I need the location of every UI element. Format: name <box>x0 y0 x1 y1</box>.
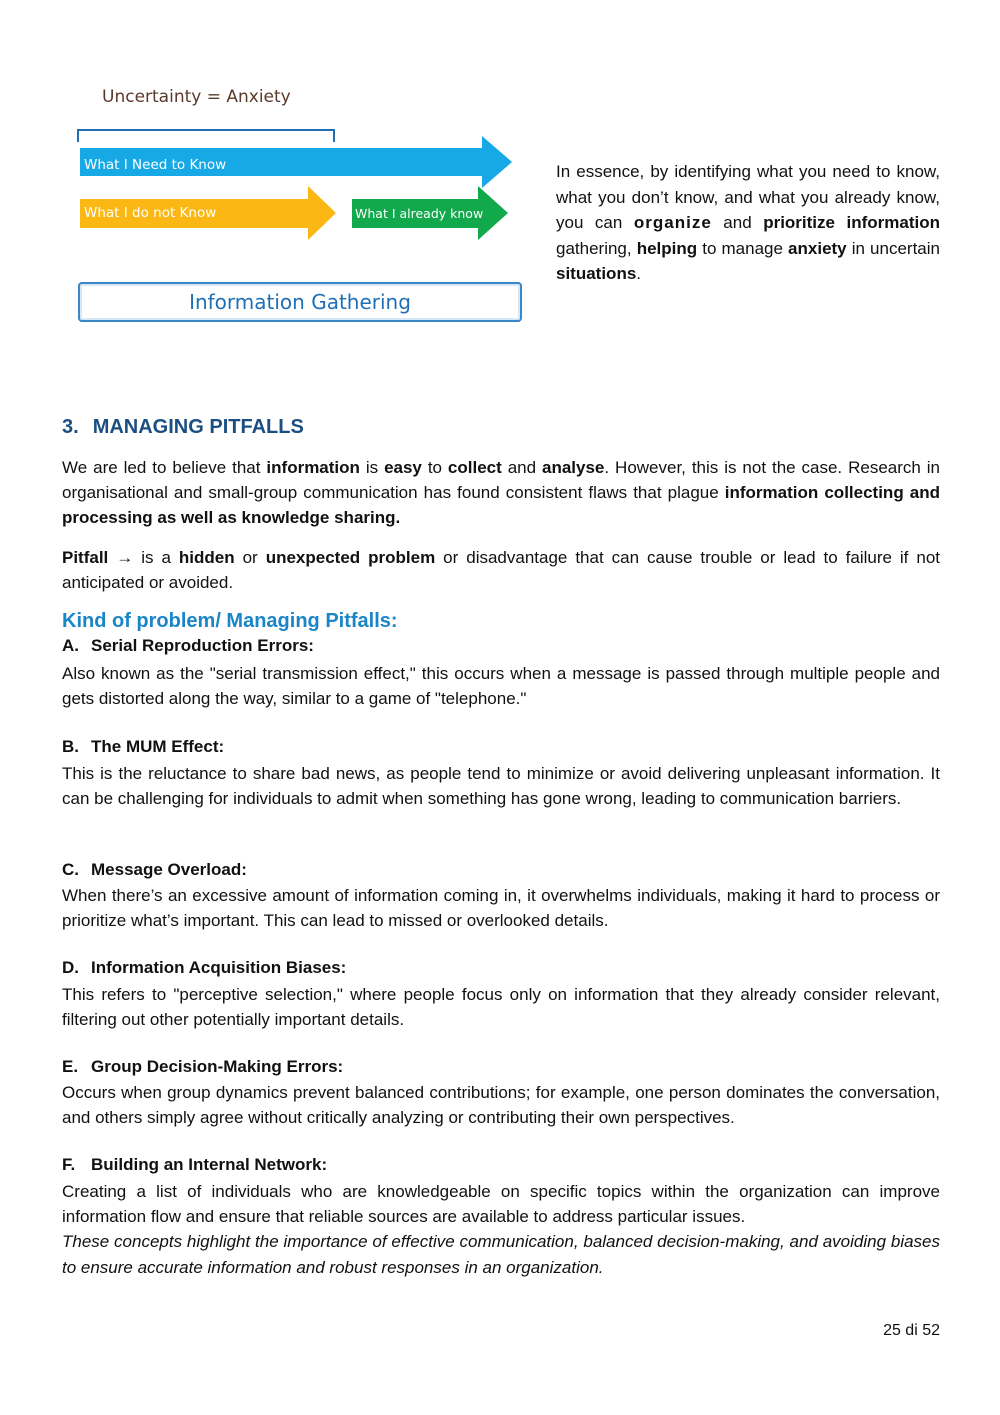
section-number: 3. <box>62 416 79 438</box>
uncertainty-label: Uncertainty = Anxiety <box>102 87 291 107</box>
do-not-know-label: What I do not Know <box>84 205 217 221</box>
arrow-icon: → <box>108 548 142 567</box>
item-title-text: Message Overload: <box>91 860 247 879</box>
essence-text: . <box>636 264 642 283</box>
item-letter: B. <box>62 737 79 756</box>
item-b-body: This is the reluctance to share bad news, as people tend to minimize or avoid delivering unpleasant information. It can be challenging for individuals to admit when something has gone wrong, leading to communication barriers. <box>62 764 940 808</box>
intro-paragraph <box>62 455 940 530</box>
intro-bold: analyse <box>542 458 605 477</box>
uncertainty-diagram <box>70 80 530 330</box>
intro-bold: information collecting and processing as well as knowledge sharing. <box>62 483 941 527</box>
essence-paragraph <box>556 159 940 287</box>
item-title-text: Serial Reproduction Errors: <box>91 636 314 655</box>
already-know-label: What I already know <box>355 206 484 221</box>
item-f-body: Creating a list of individuals who are knowledgeable on specific topics within the organization can improve information flow and ensure that reliable sources are available to address particular issues. <box>62 1182 940 1226</box>
uncertainty-bracket <box>78 130 334 142</box>
item-b-title <box>62 737 224 757</box>
information-gathering-label: Information Gathering <box>189 290 411 314</box>
item-title-text: Group Decision-Making Errors: <box>91 1057 344 1076</box>
need-to-know-label: What I Need to Know <box>84 157 227 173</box>
pitfall-bold: unexpected problem <box>265 548 436 567</box>
item-letter: A. <box>62 636 79 655</box>
item-a-body: Also known as the "serial transmission effect," this occurs when a message is passed through multiple people and gets distorted along the way, similar to a game of "telephone." <box>62 664 940 708</box>
essence-text: and <box>711 213 764 232</box>
essence-text: In essence, by identifying what you need to know, what you don’t know, and what you already know, you can <box>556 162 940 232</box>
pitfall-text: or <box>234 548 266 567</box>
intro-text: to <box>421 458 448 477</box>
item-e-title <box>62 1057 343 1077</box>
item-d-title <box>62 958 346 978</box>
intro-bold: information <box>266 458 360 477</box>
item-c-body: When there’s an excessive amount of information coming in, it overwhelms individuals, making it hard to process or prioritize what’s important. This can lead to missed or overlooked details. <box>62 886 940 930</box>
section-title: MANAGING PITFALLS <box>92 416 304 438</box>
essence-text: gathering, <box>556 238 637 258</box>
essence-bold: organize <box>633 213 712 232</box>
essence-bold: prioritize information <box>763 213 941 232</box>
closing-paragraph: These concepts highlight the importance of effective communication, balanced decision-making, and avoiding biases to ensure accurate information and robust responses in an organization. <box>62 1232 940 1277</box>
intro-text: We are led to believe that <box>62 458 267 477</box>
item-letter: E. <box>62 1057 79 1076</box>
page-number: 25 di 52 <box>883 1322 940 1339</box>
pitfall-text: or disadvantage that can cause trouble or lead to failure if not anticipated or avoided. <box>62 548 941 592</box>
item-letter: D. <box>62 958 79 977</box>
item-title-text: Building an Internal Network: <box>91 1155 328 1174</box>
item-letter: F. <box>62 1155 76 1174</box>
intro-text: is <box>359 458 385 477</box>
item-letter: C. <box>62 860 79 879</box>
information-gathering-box <box>78 282 522 322</box>
intro-bold: easy <box>384 458 422 477</box>
pitfall-definition <box>62 545 940 595</box>
item-f-title <box>62 1155 327 1175</box>
pitfall-term: Pitfall <box>62 548 109 567</box>
kinds-heading: Kind of problem/ Managing Pitfalls: <box>62 610 398 632</box>
item-title-text: The MUM Effect: <box>91 737 225 756</box>
essence-bold: anxiety <box>788 238 847 258</box>
essence-bold: helping <box>636 238 698 258</box>
item-title-text: Information Acquisition Biases: <box>91 958 347 977</box>
essence-bold: situations <box>556 264 637 283</box>
essence-text: to manage <box>697 238 789 258</box>
item-c-title <box>62 860 247 880</box>
item-e-body: Occurs when group dynamics prevent balanced contributions; for example, one person dominates the conversation, and others simply agree without critically analyzing or contributing their own perspectives. <box>62 1083 940 1127</box>
item-d-body: This refers to "perceptive selection," where people focus only on information that they already consider relevant, filtering out other potentially important details. <box>62 985 940 1029</box>
pitfall-bold: hidden <box>178 548 235 567</box>
intro-bold: collect <box>447 458 502 477</box>
intro-text: and <box>501 458 542 477</box>
section-heading <box>62 416 304 439</box>
intro-text: . However, this is not the case. Research in organisational and small-group communication has found consistent flaws that plague <box>62 458 940 502</box>
essence-text: in uncertain <box>846 238 940 258</box>
item-a-title <box>62 636 314 656</box>
pitfall-text: is a <box>141 548 179 567</box>
